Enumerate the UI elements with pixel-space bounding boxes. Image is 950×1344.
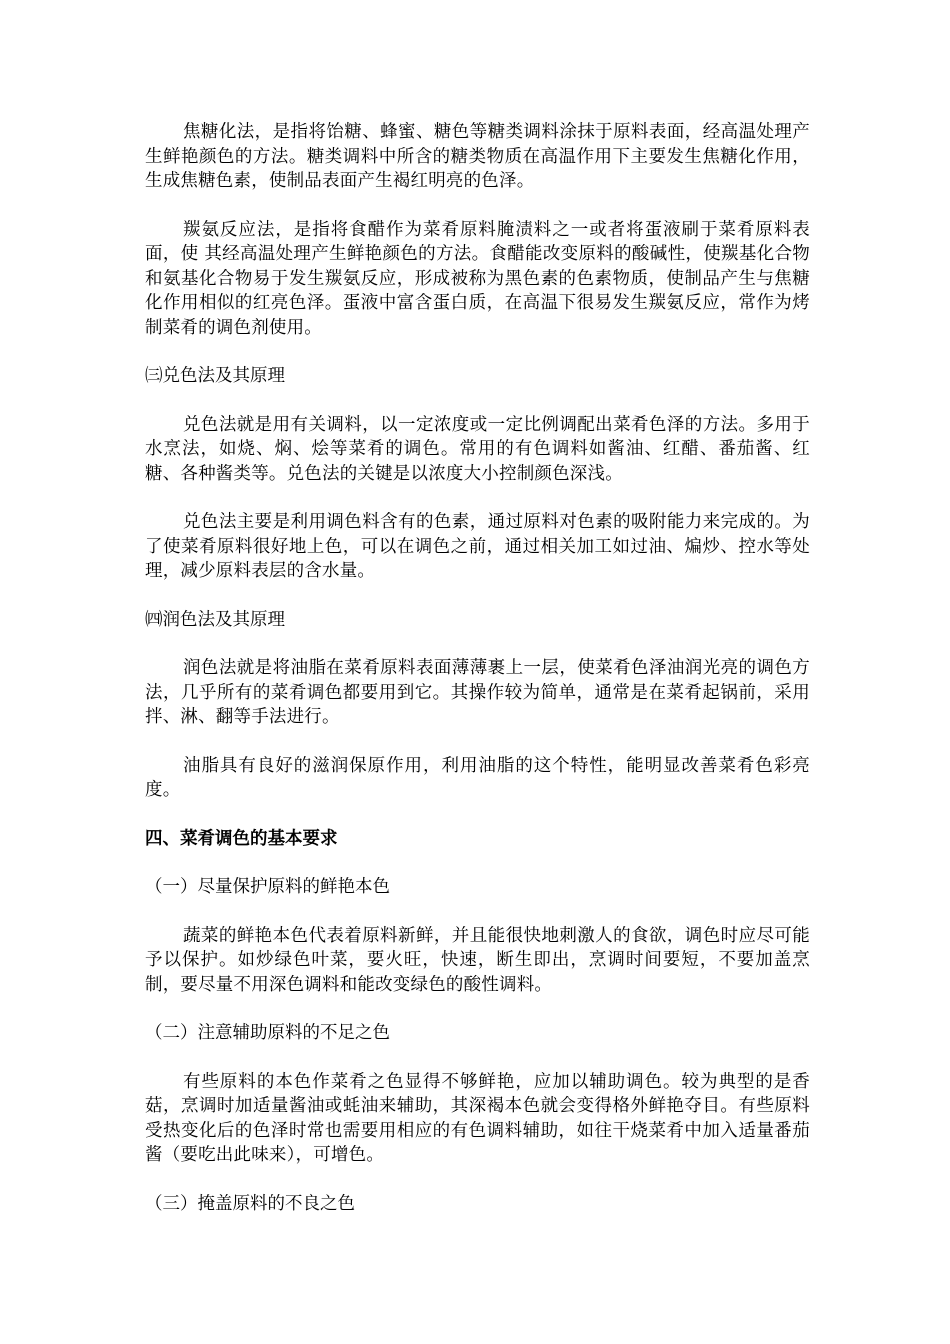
paragraph-maillard: 羰氨反应法，是指将食醋作为菜肴原料腌渍料之一或者将蛋液刷于菜肴原料表面，使 其经高温处理产生鲜艳颜色的方法。食醋能改变原料的酸碱性，使羰基化合物和氨基化合物易于发生羰氨反应，形成被称为黑色素的色素物质，使制品产生与焦糖化作用相似的红亮色泽。蛋液中富含蛋白质，在高温下很易发生羰氨反应，常作为烤制菜肴的调色剂使用。 <box>145 219 810 338</box>
paragraph-glazing-1: 润色法就是将油脂在菜肴原料表面薄薄裹上一层，使菜肴色泽油润光亮的调色方法，几乎所有的菜肴调色都要用到它。其操作较为简单，通常是在菜肴起锅前，采用拌、淋、翻等手法进行。 <box>145 658 810 727</box>
subsection-glazing-title: ㈣润色法及其原理 <box>145 609 285 630</box>
paragraph-requirement-2: 有些原料的本色作菜肴之色显得不够鲜艳，应加以辅助调色。较为典型的是香菇，烹调时加适量酱油或蚝油来辅助，其深褐本色就会变得格外鲜艳夺目。有些原料受热变化后的色泽时常也需要用相应的有色调料辅助，如往干烧菜肴中加入适量番茄酱（要吃出此味来），可增色。 <box>145 1071 810 1165</box>
requirement-2-title: （二）注意辅助原料的不足之色 <box>145 1023 390 1043</box>
section-heading-requirements: 四、菜肴调色的基本要求 <box>145 828 338 849</box>
requirement-3-title: （三）掩盖原料的不良之色 <box>145 1193 355 1214</box>
subsection-blending-title: ㈢兑色法及其原理 <box>145 366 285 386</box>
requirement-1-title: （一）尽量保护原料的鲜艳本色 <box>145 877 390 897</box>
paragraph-blending-1: 兑色法就是用有关调料，以一定浓度或一定比例调配出菜肴色泽的方法。多用于水烹法，如烧、焖、烩等菜肴的调色。常用的有色调料如酱油、红醋、番茄酱、红糖、各种酱类等。兑色法的关键是以浓度大小控制颜色深浅。 <box>145 414 810 484</box>
paragraph-glazing-2: 油脂具有良好的滋润保原作用，利用油脂的这个特性，能明显改善菜肴色彩亮度。 <box>145 755 810 800</box>
paragraph-caramelization: 焦糖化法，是指将饴糖、蜂蜜、糖色等糖类调料涂抹于原料表面，经高温处理产生鲜艳颜色的方法。糖类调料中所含的糖类物质在高温作用下主要发生焦糖化作用，生成焦糖色素，使制品表面产生褐红明亮的色泽。 <box>145 122 810 191</box>
document-page <box>145 120 810 1240</box>
paragraph-blending-2: 兑色法主要是利用调色料含有的色素，通过原料对色素的吸附能力来完成的。为了使菜肴原料很好地上色，可以在调色之前，通过相关加工如过油、煸炒、控水等处理，减少原料表层的含水量。 <box>145 512 810 581</box>
paragraph-requirement-1: 蔬菜的鲜艳本色代表着原料新鲜，并且能很快地刺激人的食欲，调色时应尽可能予以保护。如炒绿色叶菜，要火旺，快速，断生即出，烹调时间要短，不要加盖烹制，要尽量不用深色调料和能改变绿色的酸性调料。 <box>145 925 810 995</box>
